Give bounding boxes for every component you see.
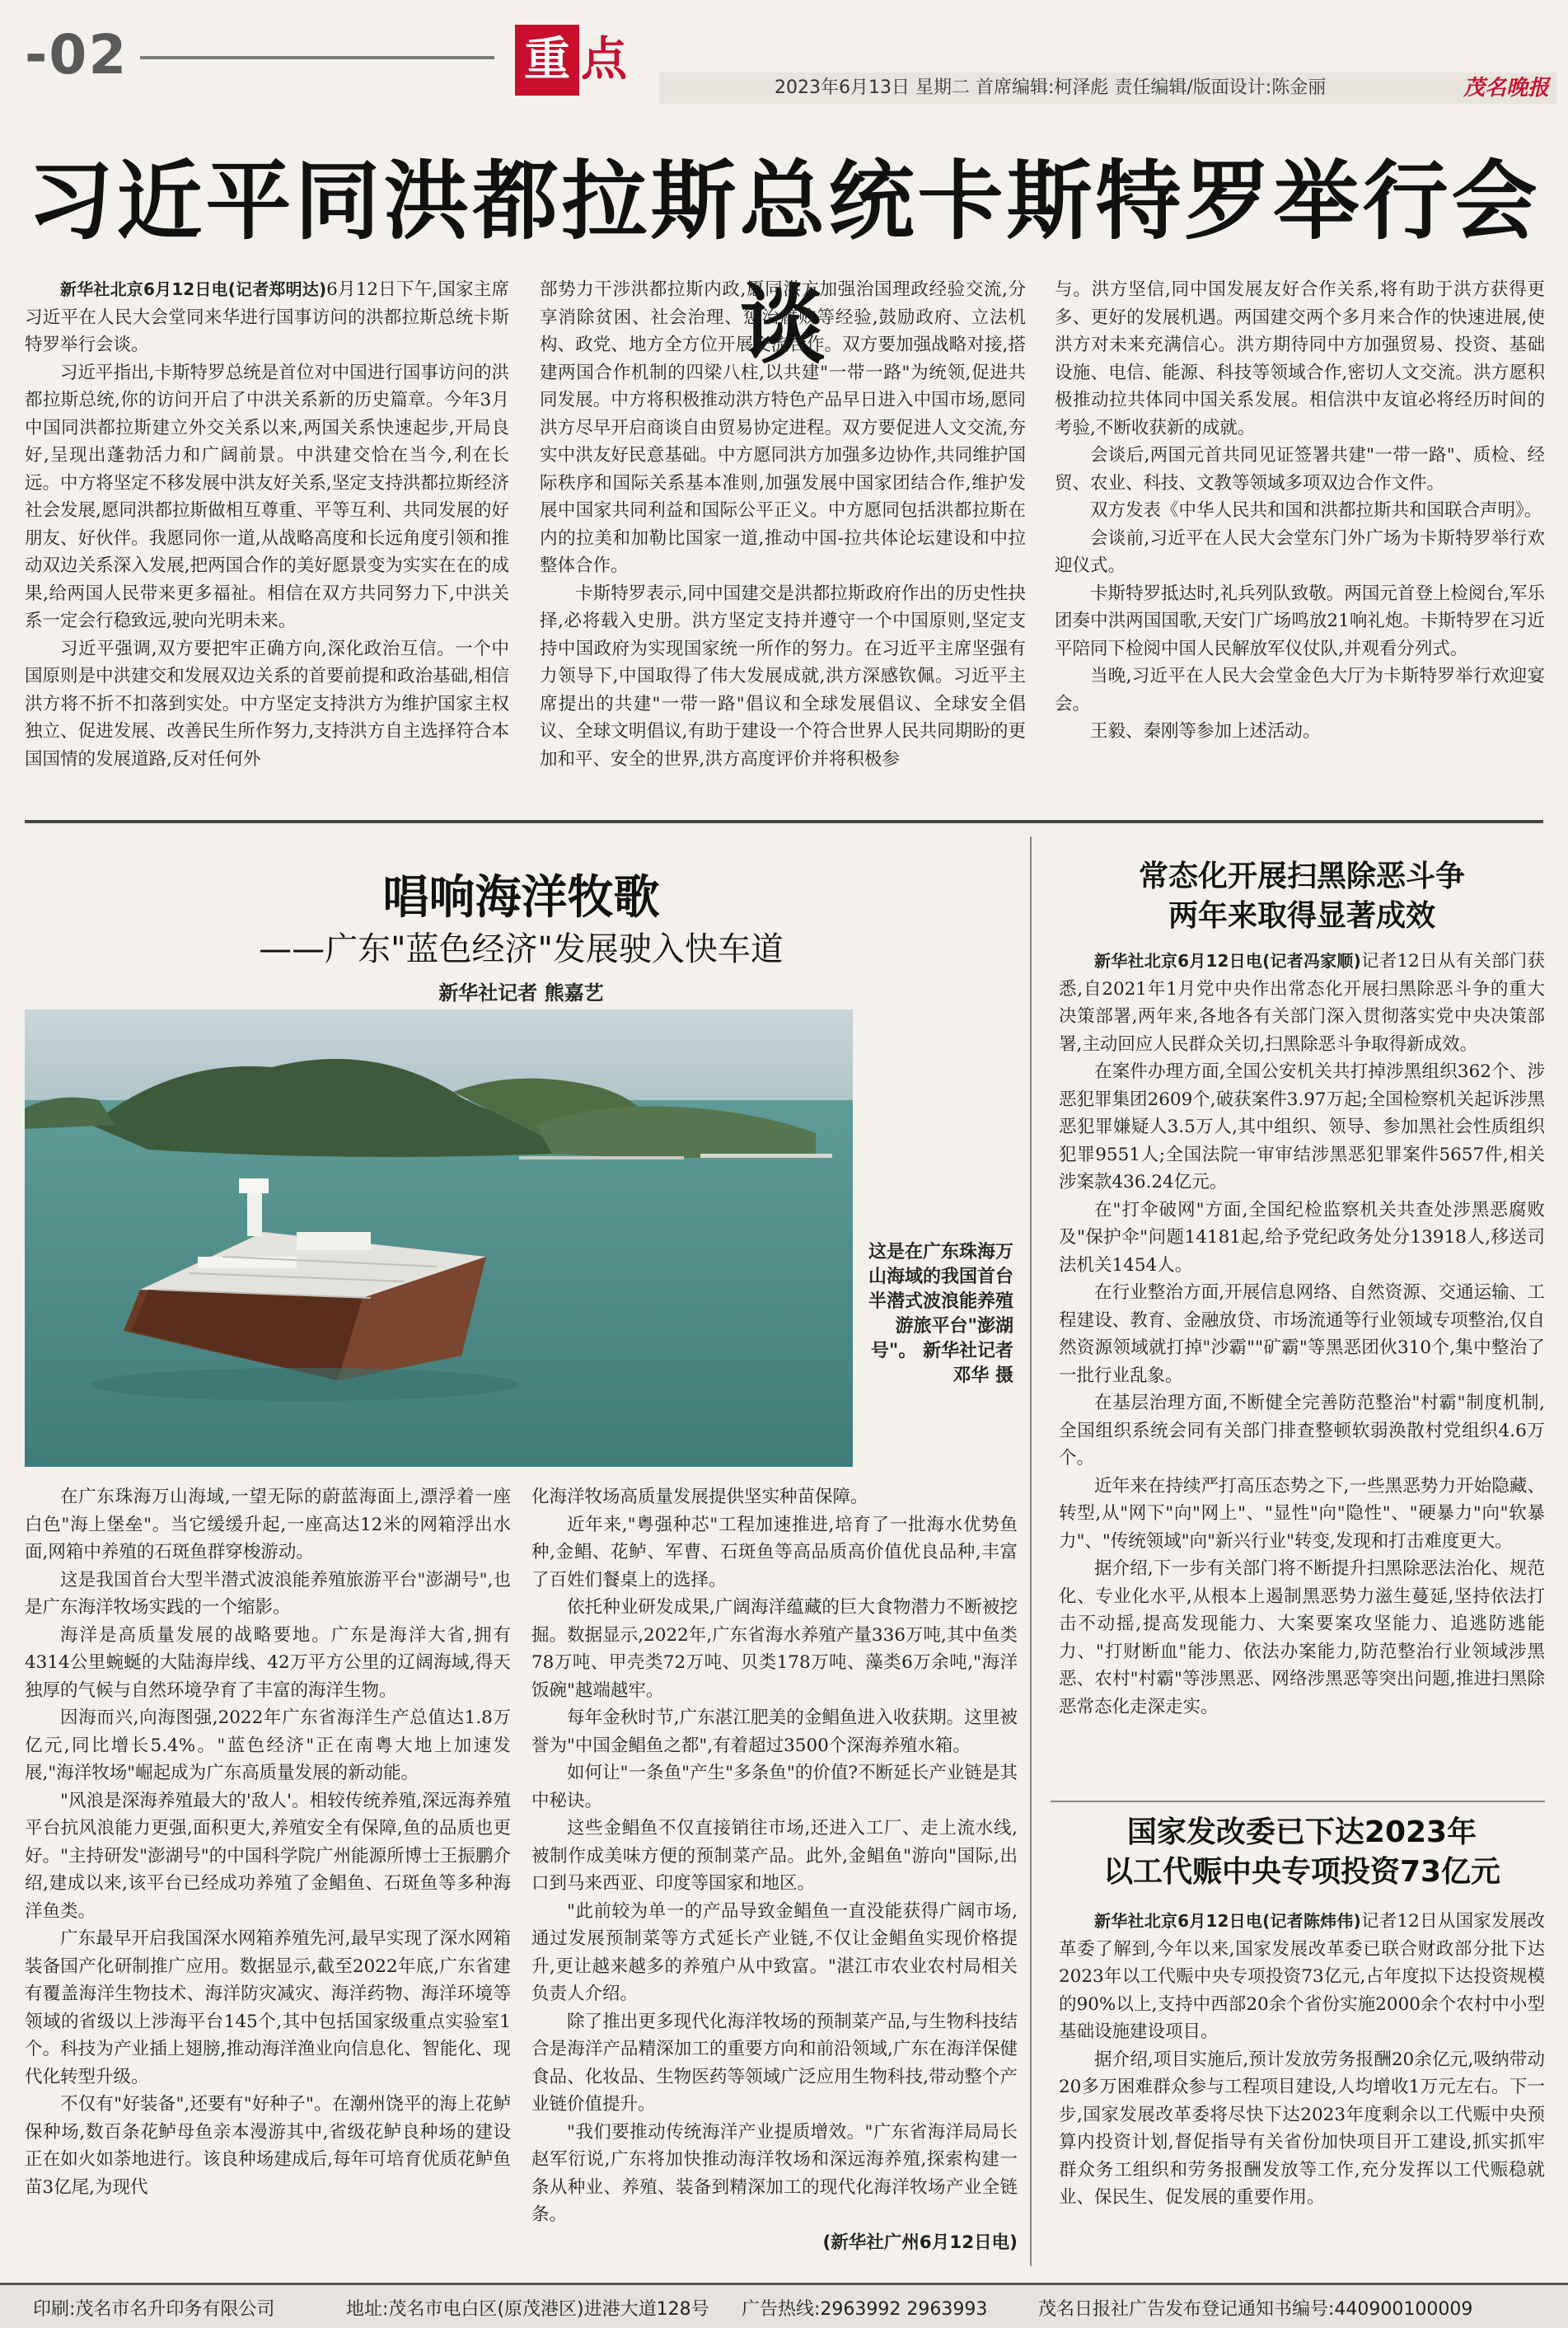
side2-paragraph: 记者12日从国家发展改革委了解到,今年以来,国家发展改革委已联合财政部分批下达2023年以工代赈中央专项投资73亿元,占年度拟下达投资规模的90%以上,支持中西部20余个省份实施2000余个农村中小型基础设施建设项目。 bbox=[1059, 1911, 1545, 2042]
lead-article-column-1 bbox=[25, 276, 509, 808]
feature-byline: 新华社记者 熊嘉艺 bbox=[438, 981, 604, 1005]
lead-dateline: 新华社北京6月12日电(记者郑明达) bbox=[60, 279, 327, 299]
section-badge-char1: 重 bbox=[515, 25, 579, 96]
feature-paragraph: 广东最早开启我国深水网箱养殖先河,最早实现了深水网箱装备国产化研制推广应用。数据显示,截至2022年底,广东省建有覆盖海洋生物技术、海洋防灾减灾、海洋药物、海洋环境等领域的省级以上涉海平台145个,其中包括国家级重点实验室1个。科技为产业插上翅膀,推动海洋渔业向信息化、智能化、现代化转型升级。 bbox=[25, 1928, 511, 2087]
feature-column-2 bbox=[531, 1483, 1018, 2254]
newspaper-logo: 茂名晚报 bbox=[1463, 76, 1549, 101]
side1-paragraph: 在案件办理方面,全国公安机关共打掉涉黑组织362个、涉恶犯罪集团2609个,破获案件3.97万起;全国检察机关起诉涉黑恶犯罪嫌疑人3.5万人,其中组织、领导、参加黑社会性质组织犯罪9551人;全国法院一审审结涉黑恶犯罪案件5657件,相关涉案款436.24亿元。 bbox=[1059, 1061, 1545, 1192]
feature-paragraph: 近年来,"粤强种芯"工程加速推进,培育了一批海水优势鱼种,金鲳、花鲈、军曹、石斑鱼等高品质高价值优良品种,丰富了百姓们餐桌上的选择。 bbox=[531, 1514, 1018, 1590]
lead-paragraph: 部势力干涉洪都拉斯内政,愿同洪方加强治国理政经验交流,分享消除贫困、社会治理、惩治腐败等经验,鼓励政府、立法机构、政党、地方全方位开展交流合作。双方要加强战略对接,搭建两国合作机制的四梁八柱,以共建"一带一路"为统领,促进共同发展。中方将积极推动洪方特色产品早日进入中国市场,愿同洪方尽早开启商谈自由贸易协定进程。双方要促进人文交流,夯实中洪友好民意基础。中方愿同洪方加强多边协作,共同维护国际秩序和国际关系基本准则,加强发展中国家团结合作,维护发展中国家共同利益和国际公平正义。中方愿同包括洪都拉斯在内的拉美和加勒比国家一道,推动中国-拉共体论坛建设和中拉整体合作。 bbox=[540, 279, 1026, 576]
side2-headline-line1: 国家发改委已下达2023年 bbox=[1126, 1815, 1477, 1849]
side-divider bbox=[1051, 1801, 1545, 1802]
footer-printer: 印刷:茂名市名升印务有限公司 bbox=[33, 2299, 275, 2320]
side2-headline-line2: 以工代赈中央专项投资73亿元 bbox=[1102, 1855, 1501, 1889]
feature-paragraph: 每年金秋时节,广东湛江肥美的金鲳鱼进入收获期。这里被誉为"中国金鲳鱼之都",有着超过3500个深海养殖水箱。 bbox=[531, 1707, 1018, 1756]
side1-paragraph: 在"打伞破网"方面,全国纪检监察机关共查处涉黑恶腐败及"保护伞"问题14181起,给予党纪政务处分13918人,移送司法机关1454人。 bbox=[1059, 1199, 1545, 1276]
feature-paragraph: 不仅有"好装备",还要有"好种子"。在潮州饶平的海上花鲈保种场,数百条花鲈母鱼亲本漫游其中,省级花鲈良种场的建设正在如火如荼地进行。该良种场建成后,每年可培育优质花鲈鱼苗3亿尾,为现代 bbox=[25, 2094, 511, 2198]
lead-paragraph: 双方发表《中华人民共和国和洪都拉斯共和国联合声明》。 bbox=[1090, 500, 1542, 521]
lead-article-column-2 bbox=[540, 276, 1026, 808]
side2-paragraph: 据介绍,项目实施后,预计发放劳务报酬20余亿元,吸纳带动20多万困难群众参与工程项目建设,人均增收1万元左右。下一步,国家发展改革委将尽快下达2023年度剩余以工代赈中央预算内投资计划,督促指导有关省份加快项目开工建设,抓实抓牢群众务工组织和劳务报酬发放等工作,充分发挥以工代赈稳就业、保民生、促发展的重要作用。 bbox=[1059, 2049, 1545, 2208]
side1-paragraph: 在行业整治方面,开展信息网络、自然资源、交通运输、工程建设、教育、金融放贷、市场流通等行业领域专项整治,仅自然资源领域就打掉"沙霸""矿霸"等黑恶团伙310个,集中整治了一批行业乱象。 bbox=[1059, 1282, 1545, 1386]
feature-paragraph: 这些金鲳鱼不仅直接销往市场,还进入工厂、走上流水线,被制作成美味方便的预制菜产品。此外,金鲳鱼"游向"国际,出口到马来西亚、印度等国家和地区。 bbox=[531, 1818, 1018, 1894]
feature-paragraph: 海洋是高质量发展的战略要地。广东是海洋大省,拥有4314公里蜿蜒的大陆海岸线、42万平方公里的辽阔海域,得天独厚的气候与自然环境孕育了丰富的海洋生物。 bbox=[25, 1624, 511, 1701]
side1-paragraph: 近年来在持续严打高压态势之下,一些黑恶势力开始隐藏、转型,从"网下"向"网上"、"显性"向"隐性"、"硬暴力"向"软暴力"、"传统领域"向"新兴行业"转变,发现和打击难度更大。 bbox=[1059, 1475, 1545, 1552]
feature-paragraph: 因海而兴,向海图强,2022年广东省海洋生产总值达1.8万亿元,同比增长5.4%。"蓝色经济"正在南粤大地上加速发展,"海洋牧场"崛起成为广东高质量发展的新动能。 bbox=[25, 1707, 511, 1783]
feature-paragraph: 依托种业研发成果,广阔海洋蕴藏的巨大食物潜力不断被挖掘。数据显示,2022年,广东省海水养殖产量336万吨,其中鱼类78万吨、甲壳类72万吨、贝类178万吨、藻类6万余吨,"海洋饭碗"越端越牢。 bbox=[531, 1597, 1018, 1701]
feature-photo bbox=[25, 1009, 853, 1467]
feature-paragraph: "此前较为单一的产品导致金鲳鱼一直没能获得广阔市场,通过发展预制菜等方式延长产业链,不仅让金鲳鱼实现价格提升,更让越来越多的养殖户从中致富。"湛江市农业农村局相关负责人介绍。 bbox=[531, 1900, 1018, 2004]
feature-paragraph: "风浪是深海养殖最大的'敌人'。相较传统养殖,深远海养殖平台抗风浪能力更强,面积更大,养殖安全有保障,鱼的品质也更好。"主持研发"澎湖号"的中国科学院广州能源所博士王振鹏介绍,建成以来,该平台已经成功养殖了金鲳鱼、石斑鱼等多种海洋鱼类。 bbox=[25, 1790, 511, 1922]
feature-paragraph: 除了推出更多现代化海洋牧场的预制菜产品,与生物科技结合是海洋产品精深加工的重要方向和前沿领域,广东在海洋保健食品、化妆品、生物医药等领域广泛应用生物科技,带动整个产业链价值提升。 bbox=[531, 2011, 1018, 2115]
lead-paragraph: 习近平强调,双方要把牢正确方向,深化政治互信。一个中国原则是中洪建交和发展双边关系的首要前提和政治基础,相信洪方将不折不扣落到实处。中方坚定支持洪方为维护国家主权独立、促进发展、改善民生所作努力,支持洪方自主选择符合本国国情的发展道路,反对任何外 bbox=[25, 638, 509, 770]
feature-paragraph: "我们要推动传统海洋产业提质增效。"广东省海洋局局长赵军衍说,广东将加快推动海洋牧场和深远海养殖,探索构建一条从种业、养殖、装备到精深加工的现代化海洋牧场产业全链条。 bbox=[531, 2121, 1018, 2225]
feature-paragraph: 在广东珠海万山海域,一望无际的蔚蓝海面上,漂浮着一座白色"海上堡垒"。当它缓缓升起,一座高达12米的网箱浮出水面,网箱中养殖的石斑鱼群穿梭游动。 bbox=[25, 1487, 511, 1562]
feature-subheadline: ——广东"蓝色经济"发展驶入快车道 bbox=[259, 930, 784, 968]
aquaculture-platform-photo bbox=[25, 1009, 853, 1467]
side2-body bbox=[1059, 1908, 1545, 2254]
section-badge bbox=[515, 25, 639, 96]
feature-signoff: (新华社广州6月12日电) bbox=[822, 2232, 1018, 2253]
lead-article-column-3 bbox=[1055, 276, 1545, 808]
column-divider bbox=[1030, 836, 1032, 2266]
lead-paragraph: 卡斯特罗抵达时,礼兵列队致敬。两国元首登上检阅台,军乐团奏中洪两国国歌,天安门广场鸣放21响礼炮。卡斯特罗在习近平陪同下检阅中国人民解放军仪仗队,并观看分列式。 bbox=[1055, 583, 1545, 659]
side1-headline-line2: 两年来取得显著成效 bbox=[1168, 899, 1435, 933]
feature-paragraph: 化海洋牧场高质量发展提供坚实种苗保障。 bbox=[531, 1487, 868, 1507]
lead-headline: 习近平同洪都拉斯总统卡斯特罗举行会谈 bbox=[27, 151, 1541, 375]
photo-caption: 这是在广东珠海万山海域的我国首台半潜式波浪能养殖游旅平台"澎湖号"。 新华社记者 邓华 摄 bbox=[868, 1242, 1013, 1386]
lead-paragraph: 会谈后,两国元首共同见证签署共建"一带一路"、质检、经贸、农业、科技、文教等领域多项双边合作文件。 bbox=[1055, 445, 1545, 494]
lead-paragraph: 会谈前,习近平在人民大会堂东门外广场为卡斯特罗举行欢迎仪式。 bbox=[1055, 527, 1545, 576]
lead-paragraph: 6月12日下午,国家主席习近平在人民大会堂同来华进行国事访问的洪都拉斯总统卡斯特罗举行会谈。 bbox=[25, 279, 509, 355]
header-rule bbox=[140, 56, 494, 59]
side1-headline-line1: 常态化开展扫黑除恶斗争 bbox=[1138, 860, 1465, 893]
side1-body bbox=[1059, 948, 1545, 1788]
page-header bbox=[0, 0, 1568, 115]
lead-paragraph: 与。洪方坚信,同中国发展友好合作关系,将有助于洪方获得更多、更好的发展机遇。两国建交两个多月来合作的快速进展,使洪方对未来充满信心。洪方期待同中方加强贸易、投资、基础设施、电信、能源、科技等领域合作,密切人文交流。洪方愿积极推动拉共体同中国关系发展。相信洪中友谊必将经历时间的考验,不断收获新的成就。 bbox=[1055, 279, 1545, 438]
page-number: -02 bbox=[25, 23, 129, 87]
side1-paragraph: 记者12日从有关部门获悉,自2021年1月党中央作出常态化开展扫黑除恶斗争的重大决策部署,两年来,各地各有关部门深入贯彻落实党中央决策部署,主动回应人民群众关切,扫黑除恶斗争取得新成效。 bbox=[1059, 951, 1545, 1055]
lead-paragraph: 当晚,习近平在人民大会堂金色大厅为卡斯特罗举行欢迎宴会。 bbox=[1055, 666, 1545, 714]
lead-paragraph: 王毅、秦刚等参加上述活动。 bbox=[1090, 721, 1321, 742]
footer-address: 地址:茂名市电白区(原茂港区)进港大道128号 bbox=[346, 2299, 709, 2320]
feature-paragraph: 这是我国首台大型半潜式波浪能养殖旅游平台"澎湖号",也是广东海洋牧场实践的一个缩影。 bbox=[25, 1569, 511, 1618]
section-badge-char2: 点 bbox=[581, 33, 627, 87]
page-footer bbox=[0, 2283, 1568, 2328]
feature-headline: 唱响海洋牧歌 bbox=[382, 871, 660, 925]
section-divider bbox=[25, 820, 1543, 823]
side1-paragraph: 在基层治理方面,不断健全完善防范整治"村霸"制度机制,全国组织系统会同有关部门排查整顿软弱涣散村党组织4.6万个。 bbox=[1059, 1393, 1545, 1468]
side1-dateline: 新华社北京6月12日电(记者冯家顺) bbox=[1094, 951, 1361, 971]
lead-paragraph: 习近平指出,卡斯特罗总统是首位对中国进行国事访问的洪都拉斯总统,你的访问开启了中洪关系新的历史篇章。今年3月中国同洪都拉斯建立外交关系以来,两国关系快速起步,开局良好,呈现出蓬勃活力和广阔前景。中洪建交恰在当今,利在长远。中方将坚定不移发展中洪友好关系,坚定支持洪都拉斯经济社会发展,愿同洪都拉斯做相互尊重、平等互利、共同发展的好朋友、好伙伴。我愿同你一道,从战略高度和长远角度引领和推动双边关系深入发展,把两国合作的美好愿景变为实实在在的成果,给两国人民带来更多福祉。相信在双方共同努力下,中洪关系一定会行稳致远,驶向光明未来。 bbox=[25, 362, 509, 631]
footer-hotline: 广告热线:2963992 2963993 bbox=[742, 2299, 988, 2320]
feature-paragraph: 如何让"一条鱼"产生"多条鱼"的价值?不断延长产业链是其中秘诀。 bbox=[531, 1763, 1018, 1811]
side1-paragraph: 据介绍,下一步有关部门将不断提升扫黑除恶法治化、规范化、专业化水平,从根本上遏制黑恶势力滋生蔓延,坚持依法打击不动摇,提高发现能力、大案要案攻坚能力、追逃防逃能力、"打财断血"能力、依法办案能力,防范整治行业领域涉黑恶、农村"村霸"等涉黑恶、网络涉黑恶等突出问题,推进扫黑除恶常态化走深走实。 bbox=[1059, 1558, 1545, 1717]
header-info-bar bbox=[659, 73, 1557, 104]
lead-paragraph: 卡斯特罗表示,同中国建交是洪都拉斯政府作出的历史性抉择,必将载入史册。洪方坚定支持并遵守一个中国原则,坚定支持中国政府为实现国家统一所作的努力。在习近平主席坚强有力领导下,中国取得了伟大发展成就,洪方深感钦佩。习近平主席提出的共建"一带一路"倡议和全球发展倡议、全球安全倡议、全球文明倡议,有助于建设一个符合世界人民共同期盼的更加和平、安全的世界,洪方高度评价并将积极参 bbox=[540, 583, 1026, 770]
footer-license: 茂名日报社广告发布登记通知书编号:440900100009 bbox=[1038, 2299, 1473, 2320]
feature-column-1 bbox=[25, 1483, 511, 2254]
issue-info: 2023年6月13日 星期二 首席编辑:柯泽彪 责任编辑/版面设计:陈金丽 bbox=[775, 77, 1327, 98]
side2-dateline: 新华社北京6月12日电(记者陈炜伟) bbox=[1094, 1911, 1361, 1931]
